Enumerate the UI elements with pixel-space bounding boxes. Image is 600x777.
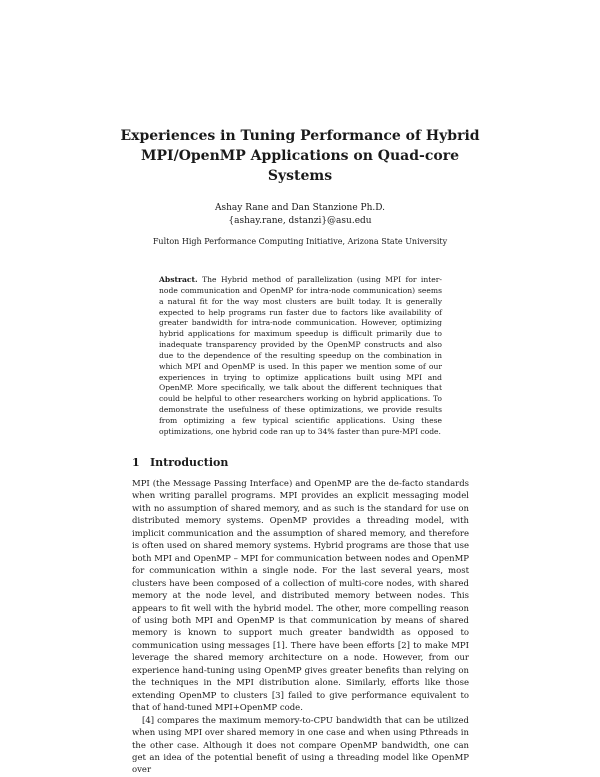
paragraph: [4] compares the maximum memory-to-CPU bandwidth that can be utilized when using MPI over shared memory in one case and when using Pthreads in the other case. Although it does not compare OpenMP bandwidth, one can get an idea of the potential benefit of using a threading model like OpenMP over xyxy=(132,715,469,776)
section-number: 1 xyxy=(132,456,140,469)
title-line: Systems xyxy=(267,168,333,184)
abstract xyxy=(159,275,442,438)
author-block xyxy=(100,202,500,228)
introduction-body xyxy=(132,478,469,777)
abstract-text: The Hybrid method of parallelization (using MPI for inter-node communication and OpenMP for intra-node communication) seems a natural fit for the way most clusters are built today. It is generally expected to help programs run faster due to factors like availability of greater bandwidth for intra-node communication. However, optimizing hybrid applications for maximum speedup is difficult primarily due to inadequate transparency provided by the OpenMP constructs and also due to the dependence of the resulting speedup on the combination in which MPI and OpenMP is used. In this paper we mention some of our experiences in trying to optimize applications built using MPI and OpenMP. More specifically, we talk about the different techniques that could be helpful to other researchers working on hybrid applications. To demonstrate the usefulness of these optimizations, we provide results from optimizing a few typical scientific applications. Using these optimizations, one hybrid code ran up to 34% faster than pure-MPI code. xyxy=(159,275,442,436)
paragraph: MPI (the Message Passing Interface) and OpenMP are the de-facto standards when writing parallel programs. MPI provides an explicit messaging model with no assumption of shared memory, and as such is the standard for use on distributed memory systems. OpenMP provides a threading model, with implicit communication and the assumption of shared memory, and therefore is often used on shared memory systems. Hybrid programs are those that use both MPI and OpenMP – MPI for communication between nodes and OpenMP for communication within a single node. For the last several years, most clusters have been composed of a collection of multi-core nodes, with shared memory at the node level, and distributed memory between nodes. This appears to fit well with the hybrid model. The other, more compelling reason of using both MPI and OpenMP is that communication by means of shared memory is known to support much greater bandwidth as opposed to communication using messages [1]. There have been efforts [2] to make MPI leverage the shared memory architecture on a node. However, from our experience hand-tuning using OpenMP gives greater benefits than relying on the techniques in the MPI distribution alone. Similarly, efforts like those extending OpenMP to clusters [3] failed to give performance equivalent to that of hand-tuned MPI+OpenMP code. xyxy=(132,479,469,714)
section-title: Introduction xyxy=(150,456,229,469)
abstract-label: Abstract. xyxy=(159,275,198,284)
author-names: Ashay Rane and Dan Stanzione Ph.D. xyxy=(214,203,385,213)
section-heading xyxy=(132,456,228,470)
title-line: Experiences in Tuning Performance of Hybrid xyxy=(120,128,480,144)
paper-title xyxy=(100,126,500,186)
author-emails: {ashay.rane, dstanzi}@asu.edu xyxy=(228,216,372,226)
title-line: MPI/OpenMP Applications on Quad-core xyxy=(141,148,459,164)
affiliation: Fulton High Performance Computing Initiative, Arizona State University xyxy=(152,237,448,246)
